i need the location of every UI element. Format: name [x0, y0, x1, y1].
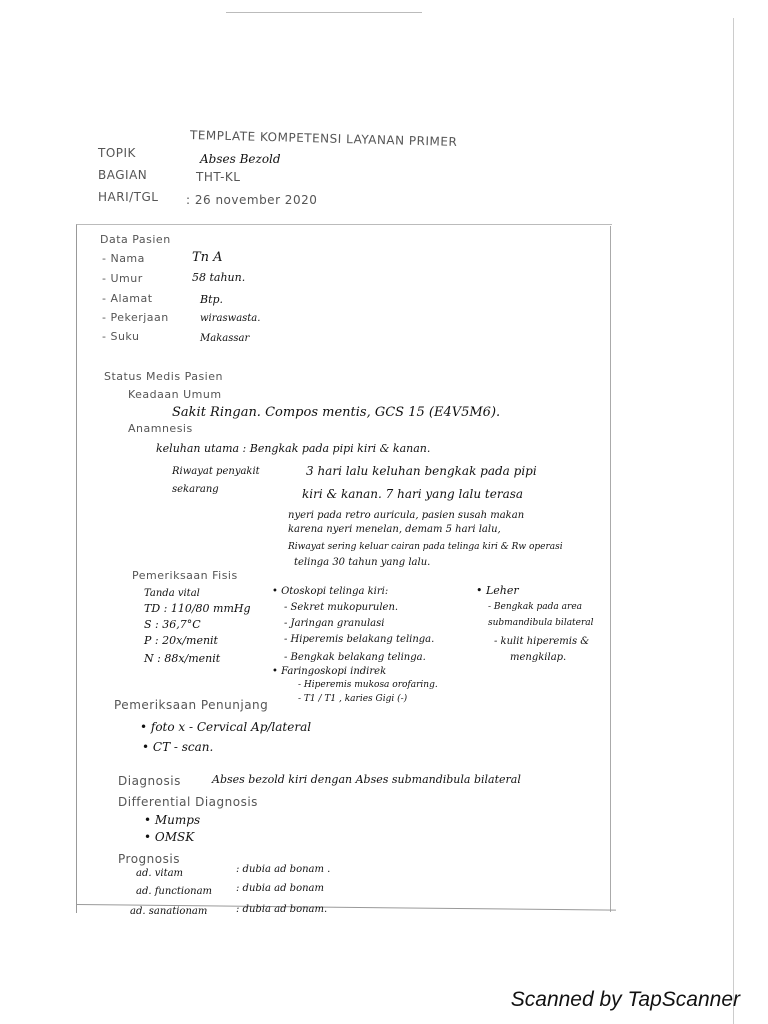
vitals-suhu: S : 36,7°C — [144, 618, 201, 631]
riwayat-line: telinga 30 tahun yang lalu. — [294, 557, 431, 568]
riwayat-line: 3 hari lalu keluhan bengkak pada pipi — [306, 464, 537, 478]
riwayat-line: karena nyeri menelan, demam 5 hari lalu, — [288, 524, 501, 535]
faringoskopi-line: - T1 / T1 , karies Gigi (-) — [298, 694, 408, 704]
keluhan-utama: keluhan utama : Bengkak pada pipi kiri & kanan. — [156, 442, 431, 455]
nama-value: Tn A — [192, 250, 223, 265]
prognosis-item-value: : dubia ad bonam. — [236, 904, 328, 915]
riwayat-label-2: sekarang — [172, 484, 219, 495]
penunjang-label: Pemeriksaan Penunjang — [114, 698, 269, 712]
differential-item: • OMSK — [144, 830, 195, 844]
faringoskopi-line: • Faringoskopi indirek — [272, 666, 387, 677]
leher-line: • Leher — [476, 584, 519, 597]
riwayat-line: kiri & kanan. 7 hari yang lalu terasa — [302, 487, 524, 501]
otoskopi-line: - Jaringan granulasi — [284, 618, 385, 629]
vitals-heading: Tanda vital — [144, 588, 200, 599]
bagian-value: THT-KL — [196, 170, 241, 184]
umur-value: 58 tahun. — [192, 271, 246, 284]
scan-edge-right — [733, 18, 734, 1024]
prognosis-item-label: ad. vitam — [136, 868, 184, 879]
form-border-right — [610, 226, 611, 912]
diagnosis-value: Abses bezold kiri dengan Abses submandibula bilateral — [212, 773, 521, 786]
penunjang-item: • foto x - Cervical Ap/lateral — [140, 720, 312, 734]
anamnesis-label: Anamnesis — [128, 422, 193, 435]
riwayat-line: Riwayat sering keluar cairan pada telinga kiri & Rw operasi — [288, 542, 563, 552]
leher-line: submandibula bilateral — [488, 618, 594, 628]
document-title: TEMPLATE KOMPETENSI LAYANAN PRIMER — [189, 128, 458, 149]
leher-line: - kulit hiperemis & — [494, 636, 590, 647]
data-pasien-heading: Data Pasien — [100, 233, 171, 246]
prognosis-label: Prognosis — [118, 852, 180, 866]
riwayat-label-1: Riwayat penyakit — [172, 466, 260, 477]
alamat-value: Btp. — [200, 293, 224, 306]
pemeriksaan-fisis-label: Pemeriksaan Fisis — [132, 569, 238, 582]
vitals-td: TD : 110/80 mmHg — [144, 602, 251, 615]
hari-value: : 26 november 2020 — [186, 193, 318, 207]
penunjang-item: • CT - scan. — [142, 740, 214, 754]
suku-label: - Suku — [102, 330, 140, 343]
prognosis-item-value: : dubia ad bonam — [236, 883, 324, 894]
scanner-watermark: Scanned by TapScanner — [510, 988, 740, 1011]
otoskopi-line: • Otoskopi telinga kiri: — [272, 586, 389, 597]
faringoskopi-line: - Hiperemis mukosa orofaring. — [298, 680, 438, 690]
prognosis-item-label: ad. sanationam — [130, 906, 208, 917]
prognosis-item-label: ad. functionam — [136, 886, 213, 897]
topik-value: Abses Bezold — [200, 152, 281, 166]
nama-label: - Nama — [102, 252, 145, 265]
vitals-nadi: N : 88x/menit — [144, 652, 221, 665]
leher-line: mengkilap. — [510, 652, 567, 663]
diagnosis-label: Diagnosis — [118, 774, 181, 788]
status-medis-heading: Status Medis Pasien — [104, 370, 223, 383]
keadaan-umum-label: Keadaan Umum — [128, 388, 222, 401]
otoskopi-line: - Sekret mukopurulen. — [284, 602, 399, 613]
riwayat-line: nyeri pada retro auricula, pasien susah makan — [288, 510, 525, 521]
leher-line: - Bengkak pada area — [488, 602, 583, 612]
prognosis-item-value: : dubia ad bonam . — [236, 864, 331, 875]
differential-label: Differential Diagnosis — [118, 795, 258, 809]
hari-label: HARI/TGL — [98, 190, 159, 204]
keadaan-umum-text: Sakit Ringan. Compos mentis, GCS 15 (E4V5M6). — [172, 405, 501, 420]
suku-value: Makassar — [200, 333, 250, 344]
umur-label: - Umur — [102, 272, 143, 285]
scan-edge-top — [226, 12, 422, 13]
otoskopi-line: - Bengkak belakang telinga. — [284, 652, 426, 663]
topik-label: TOPIK — [98, 146, 136, 160]
alamat-label: - Alamat — [102, 292, 153, 305]
differential-item: • Mumps — [144, 813, 201, 827]
otoskopi-line: - Hiperemis belakang telinga. — [284, 634, 435, 645]
vitals-pernapasan: P : 20x/menit — [144, 634, 218, 647]
pekerjaan-label: - Pekerjaan — [102, 311, 169, 324]
bagian-label: BAGIAN — [98, 168, 148, 182]
pekerjaan-value: wiraswasta. — [200, 313, 261, 324]
